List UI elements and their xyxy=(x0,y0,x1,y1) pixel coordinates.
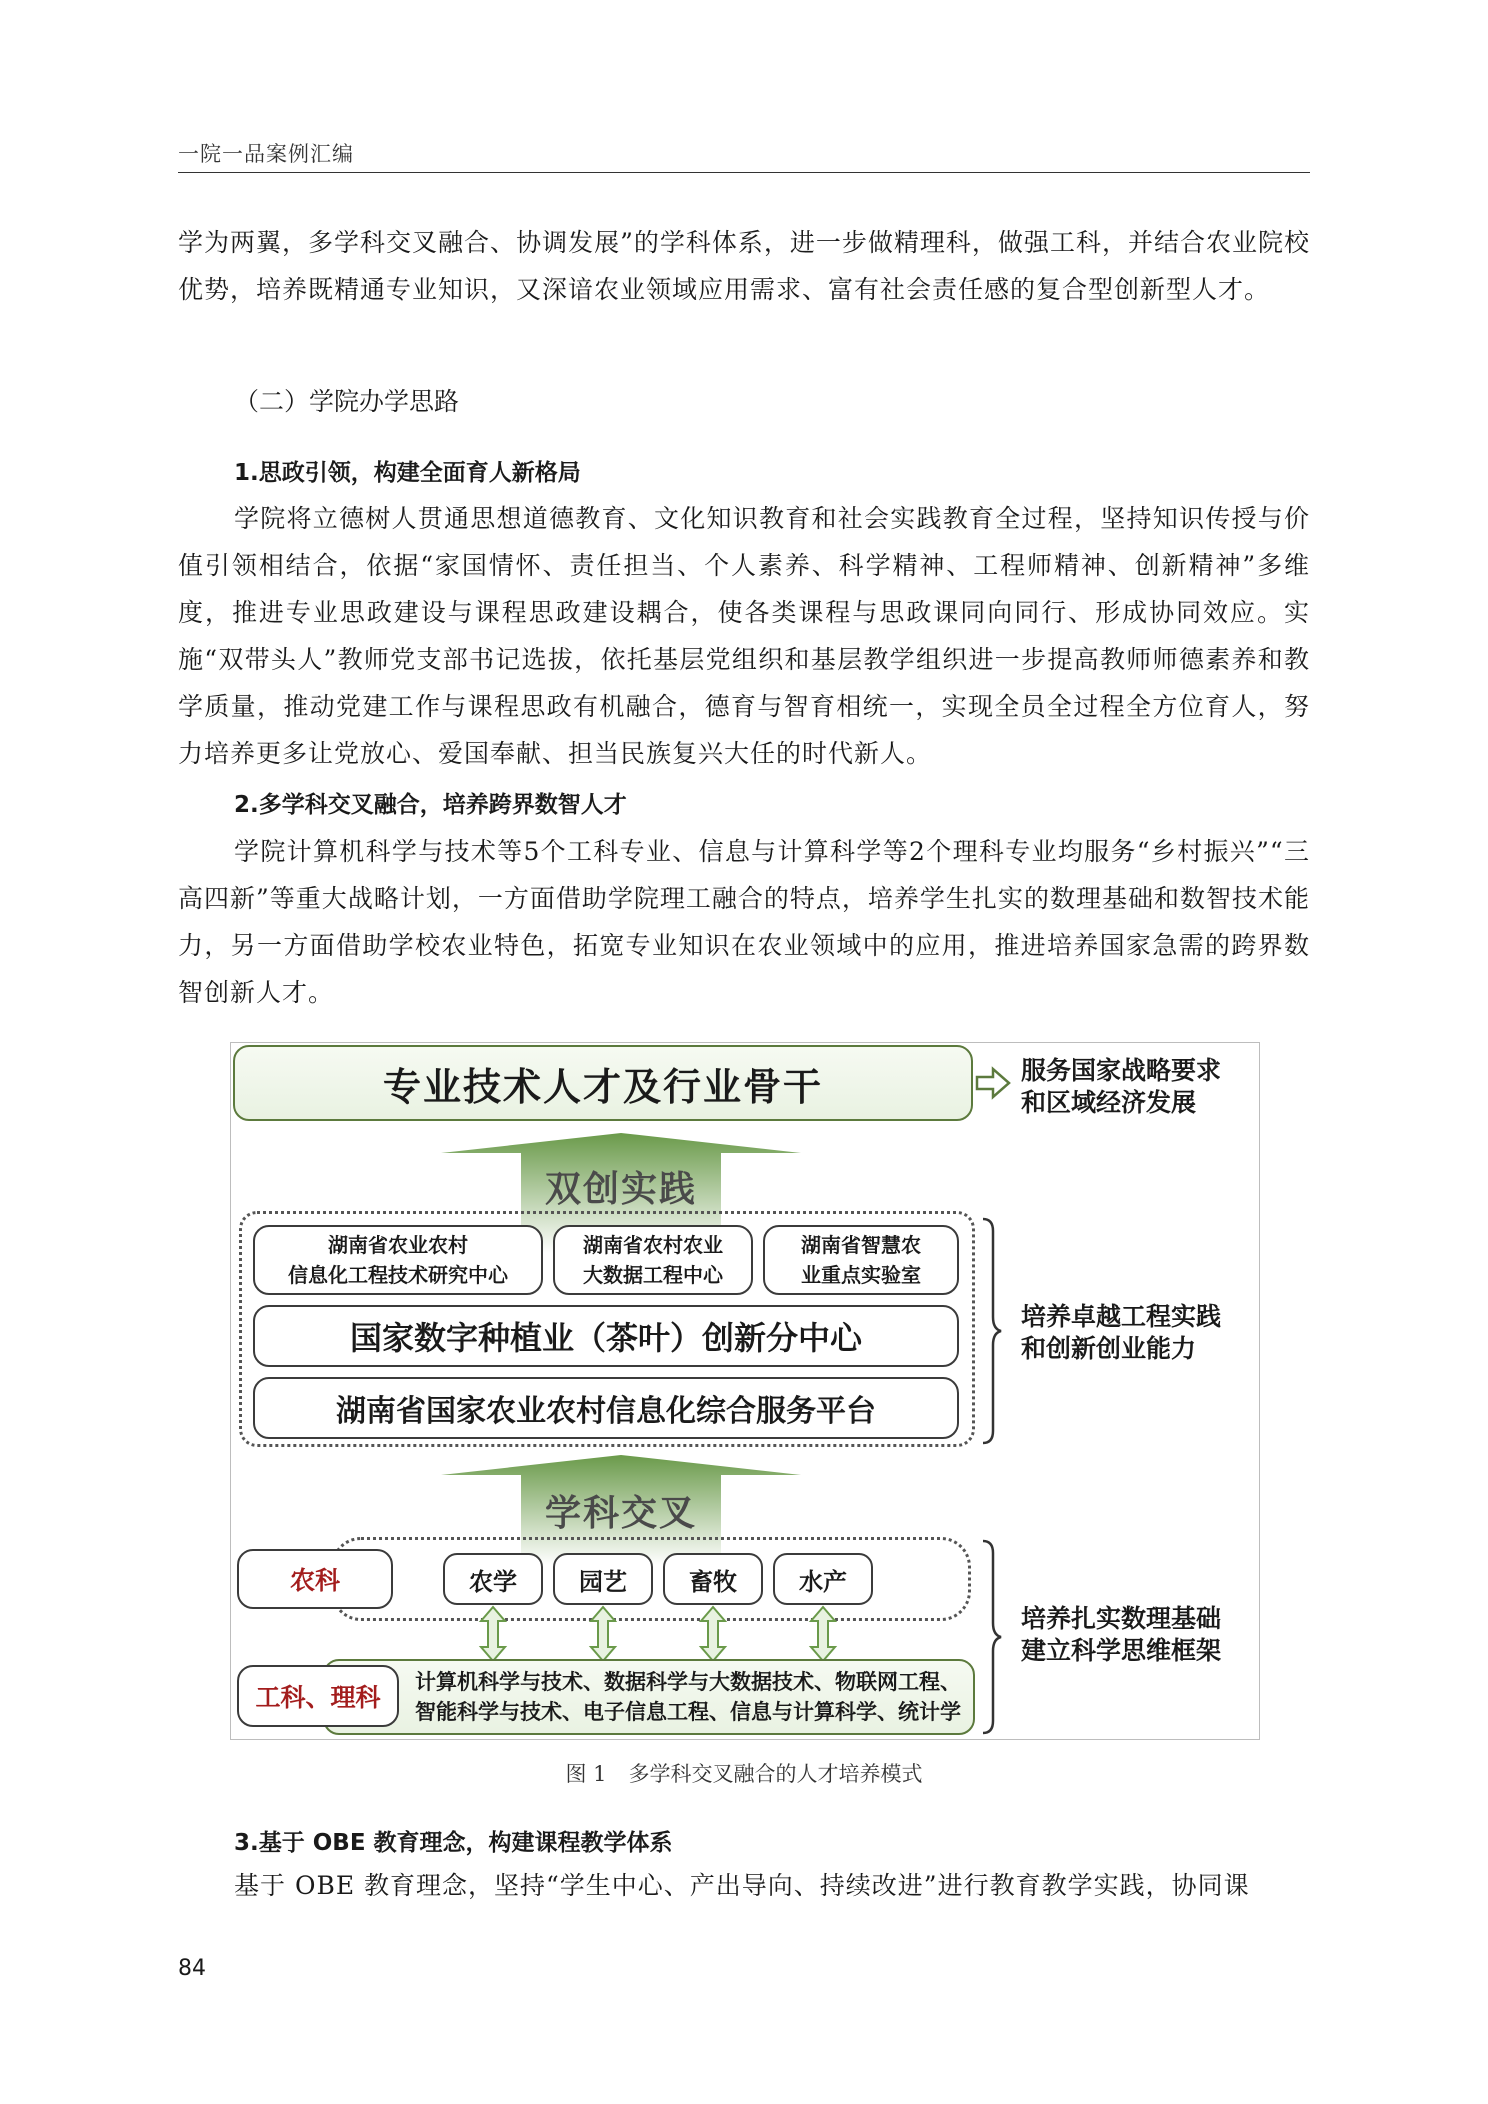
brace-icon xyxy=(979,1217,1003,1445)
agri-item-2: 园艺 xyxy=(553,1553,653,1605)
agri-item-1: 农学 xyxy=(443,1553,543,1605)
eng-majors-box: 计算机科学与技术、数据科学与大数据技术、物联网工程、 智能科学与技术、电子信息工程、信息与计算科学、统计学 xyxy=(323,1659,975,1735)
section-heading: （二）学院办学思路 xyxy=(234,387,460,416)
label-dual-innovation: 双创实践 xyxy=(544,1169,697,1210)
paragraph-1: 学院将立德树人贯通思想道德教育、文化知识教育和社会实践教育全过程，坚持知识传授与价值引领相结合，依据“家国情怀、责任担当、个人素养、科学精神、工程师精神、创新精神”多维度，推进专业思政建设与课程思政建设耦合，使各类课程与思政课同向同行、形成协同效应。实施“双带头人”教师党支部书记选拔，依托基层党组织和基层教学组织进一步提高教师师德素养和教学质量，推动党建工作与课程思政有机融合，德育与智育相统一，实现全员全过程全方位育人，努力培养更多让党放心、爱国奉献、担当民族复兴大任的时代新人。 xyxy=(178,504,1310,768)
figure-talent-model xyxy=(230,1042,1260,1740)
platform-box-2: 湖南省国家农业农村信息化综合服务平台 xyxy=(253,1377,959,1439)
header-rule xyxy=(178,172,1310,173)
agri-item-4: 水产 xyxy=(773,1553,873,1605)
label-interdisciplinary: 学科交叉 xyxy=(544,1493,697,1534)
platform-box-1: 国家数字种植业（茶叶）创新分中心 xyxy=(253,1305,959,1367)
brace-icon-2 xyxy=(979,1539,1003,1735)
paragraph-intro-continued: 学为两翼，多学科交叉融合、协调发展”的学科体系，进一步做精理科，做强工科，并结合农业院校优势，培养既精通专业知识，又深谙农业领域应用需求、富有社会责任感的复合型创新型人才。 xyxy=(178,228,1310,304)
arrow-right-icon xyxy=(975,1065,1011,1101)
paragraph-2: 学院计算机科学与技术等5个工科专业、信息与计算科学等2个理科专业均服务“乡村振兴”“三高四新”等重大战略计划，一方面借助学院理工融合的特点，培养学生扎实的数理基础和数智技术能力，另一方面借助学校农业特色，拓宽专业知识在农业领域中的应用，推进培养国家急需的跨界数智创新人才。 xyxy=(178,837,1310,1007)
center-box-3: 湖南省智慧农 业重点实验室 xyxy=(763,1225,959,1295)
mid-side-text: 培养卓越工程实践 和创新创业能力 xyxy=(1021,1302,1222,1363)
top-side-text: 服务国家战略要求 和区域经济发展 xyxy=(1021,1056,1222,1117)
caption-number: 图 1 xyxy=(565,1762,607,1786)
subheading-1: 1.思政引领，构建全面育人新格局 xyxy=(234,460,581,486)
agri-item-3: 畜牧 xyxy=(663,1553,763,1605)
center-box-1: 湖南省农业农村 信息化工程技术研究中心 xyxy=(253,1225,543,1295)
figure-caption xyxy=(230,1758,1258,1788)
subheading-2: 2.多学科交叉融合，培养跨界数智人才 xyxy=(234,792,627,818)
agri-label-box: 农科 xyxy=(237,1549,393,1609)
top-box: 专业技术人才及行业骨干 xyxy=(233,1045,973,1121)
center-box-2: 湖南省农村农业 大数据工程中心 xyxy=(553,1225,753,1295)
page-number: 84 xyxy=(178,1956,206,1981)
eng-label-box: 工科、理科 xyxy=(237,1665,399,1727)
subheading-3: 3.基于 OBE 教育理念，构建课程教学体系 xyxy=(234,1830,673,1856)
paragraph-3: 基于 OBE 教育理念，坚持“学生中心、产出导向、持续改进”进行教育教学实践，协同课 xyxy=(234,1871,1250,1900)
caption-text: 多学科交叉融合的人才培养模式 xyxy=(628,1762,923,1786)
bottom-side-text: 培养扎实数理基础 建立科学思维框架 xyxy=(1021,1604,1222,1665)
running-header: 一院一品案例汇编 xyxy=(178,142,354,166)
double-arrow-icons xyxy=(475,1605,875,1663)
